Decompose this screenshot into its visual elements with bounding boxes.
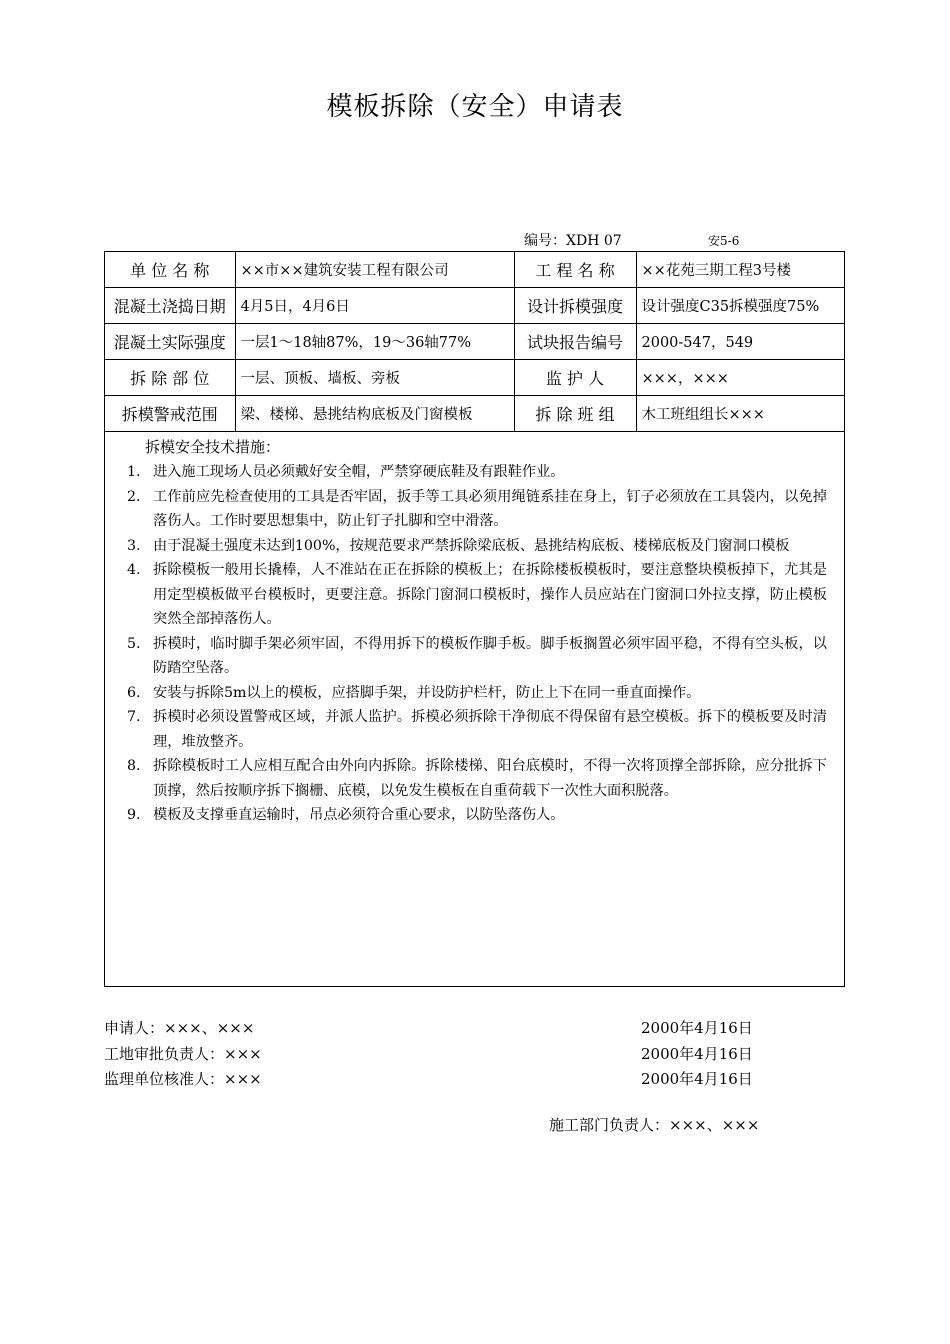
warning-range-value: 梁、楼梯、悬挑结构底板及门窗模板: [235, 396, 514, 432]
removal-location-value: 一层、顶板、墙板、旁板: [235, 360, 514, 396]
list-item: [127, 534, 827, 559]
info-table: [105, 252, 844, 432]
item-number: 4.: [127, 562, 141, 578]
removal-location-label: 拆 除 部 位: [105, 360, 235, 396]
applicant-date: 2000年4月16日: [641, 1019, 753, 1037]
item-text: 拆除模板时工人应相互配合由外向内拆除。拆除楼梯、阳台底模时，不得一次将顶撑全部拆除，应分批拆下顶撑，然后按顺序拆下搁栅、底模，以免发生模板在自重荷载下一次性大面积脱落。: [153, 758, 827, 799]
document-title: 模板拆除（安全）申请表: [326, 92, 624, 122]
table-row: [105, 288, 844, 324]
document-number: 编号：XDH 07: [524, 233, 622, 249]
actual-strength-label: 混凝土实际强度: [105, 324, 235, 360]
table-row: [105, 324, 844, 360]
list-item: [127, 754, 827, 803]
item-text: 模板及支撑垂直运输时，吊点必须符合重心要求，以防坠落伤人。: [153, 807, 565, 823]
supervisor-value: ×××，×××: [636, 360, 844, 396]
design-strength-value: 设计强度C35拆模强度75%: [636, 288, 844, 324]
supervision-approver-date: 2000年4月16日: [641, 1070, 753, 1088]
list-item: [127, 681, 827, 706]
site-approver-date: 2000年4月16日: [641, 1045, 753, 1063]
item-number: 5.: [127, 635, 141, 652]
test-report-value: 2000-547，549: [636, 324, 844, 360]
form-code: 安5-6: [708, 234, 740, 248]
table-row: [105, 396, 844, 432]
item-text: 拆除模板一般用长撬棒，人不准站在正在拆除的模板上；在拆除楼板模板时，要注意整块模板掉下，尤其是用定型模板做平台模板时，更要注意。拆除门窗洞口模板时，操作人员应站在门窗洞口外拉支撑，防止模板突然全部掉落伤人。: [153, 562, 827, 627]
item-text: 由于混凝土强度未达到100%，按规范要求严禁拆除梁底板、悬挑结构底板、楼梯底板及门窗洞口模板: [153, 537, 790, 554]
item-text: 安装与拆除5m以上的模板，应搭脚手架，并设防护栏杆，防止上下在同一垂直面操作。: [153, 684, 701, 701]
site-approver-label: 工地审批负责人：×××: [104, 1045, 262, 1063]
safety-measures-heading: 拆模安全技术措施：: [145, 438, 281, 456]
list-item: [127, 558, 827, 632]
table-row: [105, 360, 844, 396]
pour-date-label: 混凝土浇捣日期: [105, 288, 235, 324]
item-text: 拆模时，临时脚手架必须牢固，不得用拆下的模板作脚手板。脚手板搁置必须牢固平稳，不得有空头板，以防踏空坠落。: [153, 635, 827, 676]
list-item: [127, 632, 827, 681]
item-text: 拆模时必须设置警戒区域，并派人监护。拆模必须拆除干净彻底不得保留有悬空模板。拆下的模板要及时清理，堆放整齐。: [153, 709, 827, 750]
list-item: [127, 460, 827, 485]
test-report-label: 试块报告编号: [514, 324, 636, 360]
table-row: [105, 252, 844, 288]
actual-strength-value: 一层1～18轴87%，19～36轴77%: [235, 324, 514, 360]
list-item: [127, 705, 827, 754]
unit-name-value: ××市××建筑安装工程有限公司: [235, 252, 514, 288]
item-text: 进入施工现场人员必须戴好安全帽，严禁穿硬底鞋及有跟鞋作业。: [153, 464, 565, 480]
applicant-label: 申请人：×××、×××: [104, 1019, 255, 1037]
item-number: 7.: [127, 709, 141, 725]
removal-team-value: 木工班组组长×××: [636, 396, 844, 432]
item-number: 8.: [127, 758, 141, 774]
project-name-label: 工 程 名 称: [514, 252, 636, 288]
removal-team-label: 拆 除 班 组: [514, 396, 636, 432]
item-number: 2.: [127, 488, 141, 505]
item-text: 工作前应先检查使用的工具是否牢固，扳手等工具必须用绳链系挂在身上，钉子必须放在工具袋内，以免掉落伤人。工作时要思想集中，防止钉子扎脚和空中滑落。: [153, 488, 827, 529]
pour-date-value: 4月5日，4月6日: [235, 288, 514, 324]
department-head-signature: 施工部门负责人：×××、×××: [549, 1116, 760, 1134]
item-number: 3.: [127, 537, 141, 554]
safety-measures-list: [127, 460, 827, 828]
supervisor-label: 监 护 人: [514, 360, 636, 396]
project-name-value: ××花苑三期工程3号楼: [636, 252, 844, 288]
design-strength-label: 设计拆模强度: [514, 288, 636, 324]
item-number: 1.: [127, 464, 141, 480]
warning-range-label: 拆模警戒范围: [105, 396, 235, 432]
item-number: 9.: [127, 807, 141, 823]
unit-name-label: 单 位 名 称: [105, 252, 235, 288]
supervision-approver-label: 监理单位核准人：×××: [104, 1070, 262, 1088]
item-number: 6.: [127, 684, 141, 701]
list-item: [127, 485, 827, 534]
list-item: [127, 803, 827, 828]
